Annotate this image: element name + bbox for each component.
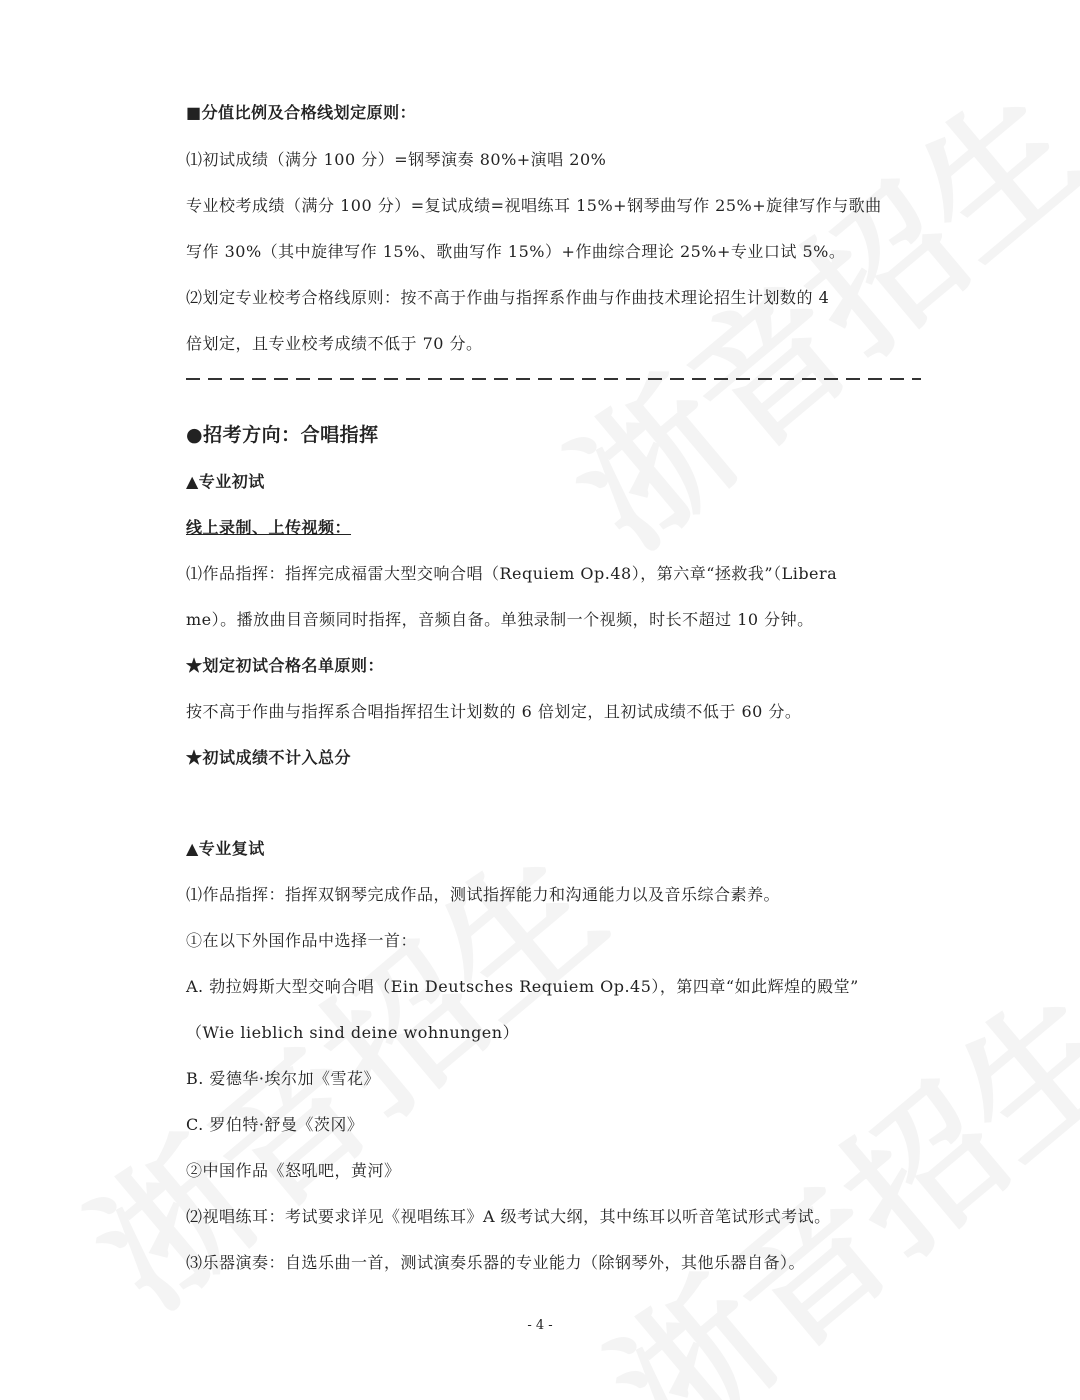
list-item: A. 勃拉姆斯大型交响合唱（Ein Deutsches Requiem Op.45），第四章“如此辉煌的殿堂” bbox=[186, 977, 859, 996]
paragraph-line: ⑴初试成绩（满分 100 分）=钢琴演奏 80%+演唱 20% bbox=[186, 150, 607, 169]
list-item: B. 爱德华·埃尔加《雪花》 bbox=[186, 1069, 381, 1088]
note-not-counted: ★初试成绩不计入总分 bbox=[186, 748, 352, 767]
paragraph-line: ⑴作品指挥：指挥双钢琴完成作品，测试指挥能力和沟通能力以及音乐综合素养。 bbox=[186, 885, 781, 904]
page-number: - 4 - bbox=[527, 1318, 553, 1333]
paragraph-line: ⑵划定专业校考合格线原则：按不高于作曲与指挥系作曲与作曲技术理论招生计划数的 4 bbox=[186, 288, 830, 307]
subheading-online-recording: 线上录制、上传视频： bbox=[186, 518, 352, 537]
list-item: （Wie lieblich sind deine wohnungen） bbox=[186, 1023, 520, 1042]
paragraph-line: ⑵视唱练耳：考试要求详见《视唱练耳》A 级考试大纲，其中练耳以听音笔试形式考试。 bbox=[186, 1207, 831, 1226]
subheading-pass-list-principle: ★划定初试合格名单原则： bbox=[186, 656, 385, 675]
watermark-text bbox=[520, 34, 1080, 585]
section-heading-score-ratio: ■分值比例及合格线划定原则： bbox=[186, 103, 417, 122]
paragraph-line: 按不高于作曲与指挥系合唱指挥招生计划数的 6 倍划定，且初试成绩不低于 60 分。 bbox=[186, 702, 802, 721]
section-heading-choral-conducting: ●招考方向：合唱指挥 bbox=[186, 424, 379, 446]
paragraph-line: ⑴作品指挥：指挥完成福雷大型交响合唱（Requiem Op.48），第六章“拯救我”（Libera bbox=[186, 564, 838, 583]
list-item: C. 罗伯特·舒曼《茨冈》 bbox=[186, 1115, 364, 1134]
paragraph-line: 倍划定，且专业校考成绩不低于 70 分。 bbox=[186, 334, 483, 353]
paragraph-line: ⑶乐器演奏：自选乐曲一首，测试演奏乐器的专业能力（除钢琴外，其他乐器自备）。 bbox=[186, 1253, 806, 1272]
paragraph-line: ①在以下外国作品中选择一首： bbox=[186, 931, 418, 950]
subheading-preliminary: ▲专业初试 bbox=[186, 472, 265, 491]
list-item: ②中国作品《怒吼吧，黄河》 bbox=[186, 1161, 401, 1180]
dashed-divider bbox=[186, 378, 921, 380]
paragraph-line: me）。播放曲目音频同时指挥，音频自备。单独录制一个视频，时长不超过 10 分钟。 bbox=[186, 610, 814, 629]
paragraph-line: 专业校考成绩（满分 100 分）=复试成绩=视唱练耳 15%+钢琴曲写作 25%+旋律写作与歌曲 bbox=[186, 196, 882, 215]
paragraph-line: 写作 30%（其中旋律写作 15%、歌曲写作 15%）+作曲综合理论 25%+专业口试 5%。 bbox=[186, 242, 846, 261]
subheading-reexam: ▲专业复试 bbox=[186, 839, 265, 858]
